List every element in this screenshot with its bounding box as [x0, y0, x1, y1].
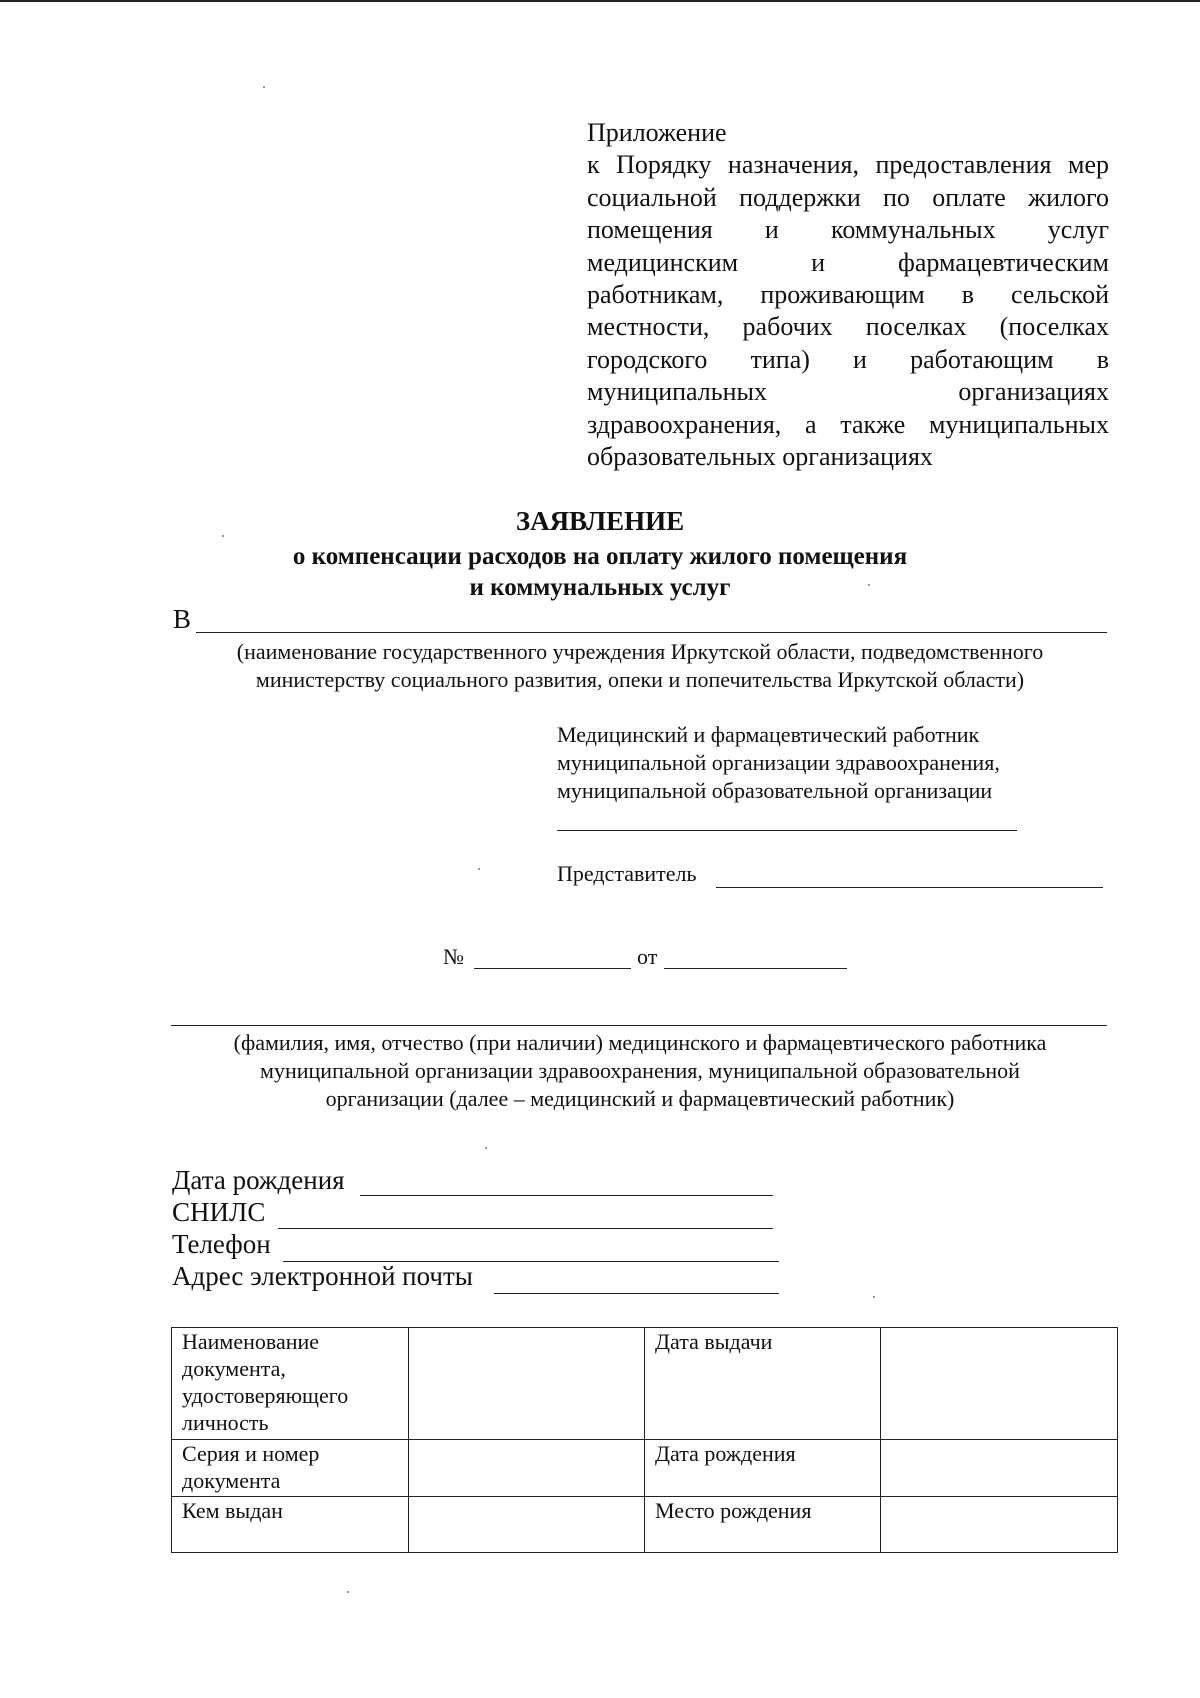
table-row	[172, 1497, 1118, 1553]
phone-label: Телефон	[172, 1229, 271, 1259]
number-label: №	[443, 944, 464, 969]
representative-label: Представитель	[557, 861, 697, 886]
appendix-line: местности, рабочих поселках (поселках	[587, 312, 1109, 342]
fio-caption-line1: (фамилия, имя, отчество (при наличии) медицинского и фармацевтического работника	[233, 1030, 1047, 1055]
fio-caption-line2: муниципальной организации здравоохранения, муниципальной образовательной	[260, 1058, 1020, 1083]
table-label-cell: Наименование документа, удостоверяющего личность	[172, 1328, 409, 1440]
table-input-cell[interactable]	[409, 1440, 645, 1497]
document-title: ЗАЯВЛЕНИЕ	[515, 506, 685, 536]
fio-caption-line3: организации (далее – медицинский и фармацевтический работник)	[325, 1086, 955, 1111]
appendix-block	[587, 117, 1109, 473]
applicant-line2: муниципальной организации здравоохранения,	[557, 750, 1000, 775]
table-input-cell[interactable]	[881, 1440, 1118, 1497]
table-row	[172, 1440, 1118, 1497]
date-from-label: от	[637, 944, 658, 969]
table-input-cell[interactable]	[881, 1497, 1118, 1553]
appendix-line: работникам, проживающим в сельской	[587, 280, 1109, 310]
applicant-block	[557, 721, 1000, 805]
appendix-line: к Порядку назначения, предоставления мер	[587, 150, 1109, 180]
email-input-line[interactable]	[494, 1293, 779, 1294]
representative-input-line[interactable]	[716, 887, 1103, 888]
table-input-cell[interactable]	[409, 1497, 645, 1553]
appendix-line: городского типа) и работающим в	[587, 344, 1109, 374]
identity-document-table	[171, 1327, 1118, 1553]
applicant-line3: муниципальной образовательной организации	[557, 778, 993, 803]
birth-date-label: Дата рождения	[172, 1165, 345, 1195]
recipient-caption-line2: министерству социального развития, опеки и попечительства Иркутской области)	[255, 667, 1025, 692]
appendix-last-line: образовательных организациях	[587, 442, 933, 472]
number-input-line[interactable]	[474, 968, 631, 969]
appendix-heading: Приложение	[587, 118, 727, 147]
scan-speck	[347, 1591, 349, 1593]
snils-label: СНИЛС	[172, 1197, 266, 1227]
document-subtitle-line1: о компенсации расходов на оплату жилого помещения	[292, 543, 908, 570]
date-input-line[interactable]	[664, 968, 847, 969]
table-label-cell: Кем выдан	[172, 1497, 409, 1553]
appendix-line: медицинским и фармацевтическим	[587, 247, 1109, 277]
scan-speck	[485, 1147, 487, 1149]
snils-input-line[interactable]	[278, 1228, 773, 1229]
table-label-cell: Место рождения	[645, 1497, 881, 1553]
page-top-edge	[0, 0, 1200, 2]
recipient-prefix: В	[173, 604, 192, 634]
recipient-caption-line1: (наименование государственного учреждения Иркутской области, подведомственного	[236, 639, 1044, 664]
applicant-line1: Медицинский и фармацевтический работник	[557, 722, 980, 747]
scan-speck	[868, 584, 870, 586]
scan-speck	[222, 535, 224, 537]
document-subtitle-line2: и коммунальных услуг	[469, 574, 731, 601]
scan-speck	[478, 868, 480, 870]
appendix-line: помещения и коммунальных услуг	[587, 215, 1109, 245]
appendix-line: муниципальных организациях	[587, 377, 1109, 407]
table-label-cell: Серия и номер документа	[172, 1440, 409, 1497]
applicant-input-line[interactable]	[557, 830, 1017, 831]
table-row	[172, 1328, 1118, 1440]
scan-speck	[263, 86, 265, 88]
table-input-cell[interactable]	[409, 1328, 645, 1440]
table-input-cell[interactable]	[881, 1328, 1118, 1440]
appendix-line: здравоохранения, а также муниципальных	[587, 409, 1109, 439]
fio-input-line[interactable]	[171, 1025, 1107, 1026]
birth-date-input-line[interactable]	[360, 1195, 773, 1196]
table-label-cell: Дата выдачи	[645, 1328, 881, 1440]
scan-speck	[873, 1296, 875, 1298]
email-label: Адрес электронной почты	[172, 1261, 473, 1291]
table-label-cell: Дата рождения	[645, 1440, 881, 1497]
appendix-line: социальной поддержки по оплате жилого	[587, 182, 1109, 212]
recipient-input-line[interactable]	[196, 632, 1107, 633]
